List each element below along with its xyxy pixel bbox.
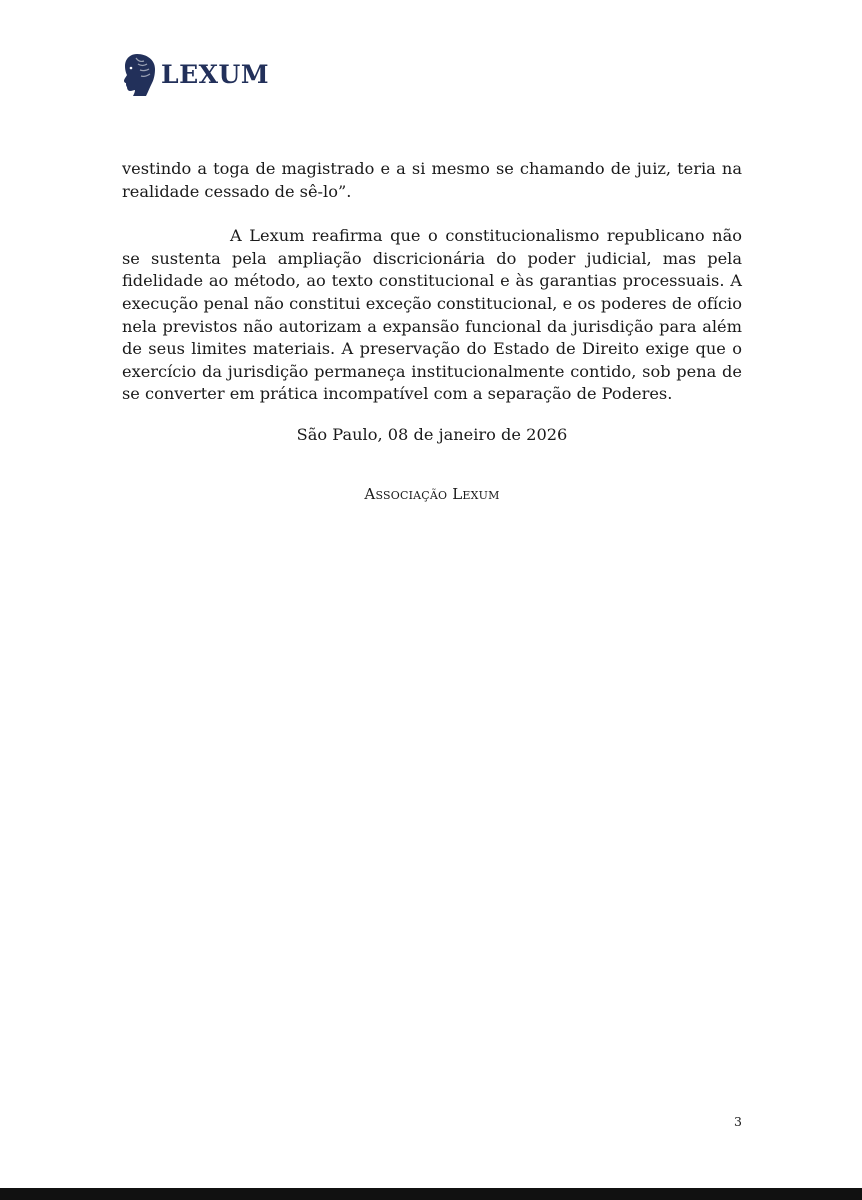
page-number: 3	[734, 1114, 742, 1129]
lexum-logo	[122, 52, 269, 96]
profile-head-icon	[122, 52, 156, 96]
place-and-date: São Paulo, 08 de janeiro de 2026	[296, 425, 568, 444]
bottom-edge-bar	[0, 1188, 862, 1200]
signatory: Associação Lexum	[364, 485, 500, 503]
paragraph-continuation: vestindo a toga de magistrado e a si mesmo se chamando de juiz, teria na realidade cessado de sê-lo”.	[122, 159, 742, 201]
logo-wordmark: LEXUM	[161, 59, 270, 89]
paragraph-main: A Lexum reafirma que o constitucionalismo republicano não se sustenta pela ampliação discricionária do poder judicial, mas pela fidelidade ao método, ao texto constitucional e às garantias processuais. A execução penal não constitui exceção constitucional, e os poderes de ofício nela previstos não autorizam a expansão funcional da jurisdição para além de seus limites materiais. A preservação do Estado de Direito exige que o exercício da jurisdição permaneça institucionalmente contido, sob pena de se converter em prática incompatível com a separação de Poderes.	[122, 226, 742, 404]
body-text	[122, 158, 742, 406]
